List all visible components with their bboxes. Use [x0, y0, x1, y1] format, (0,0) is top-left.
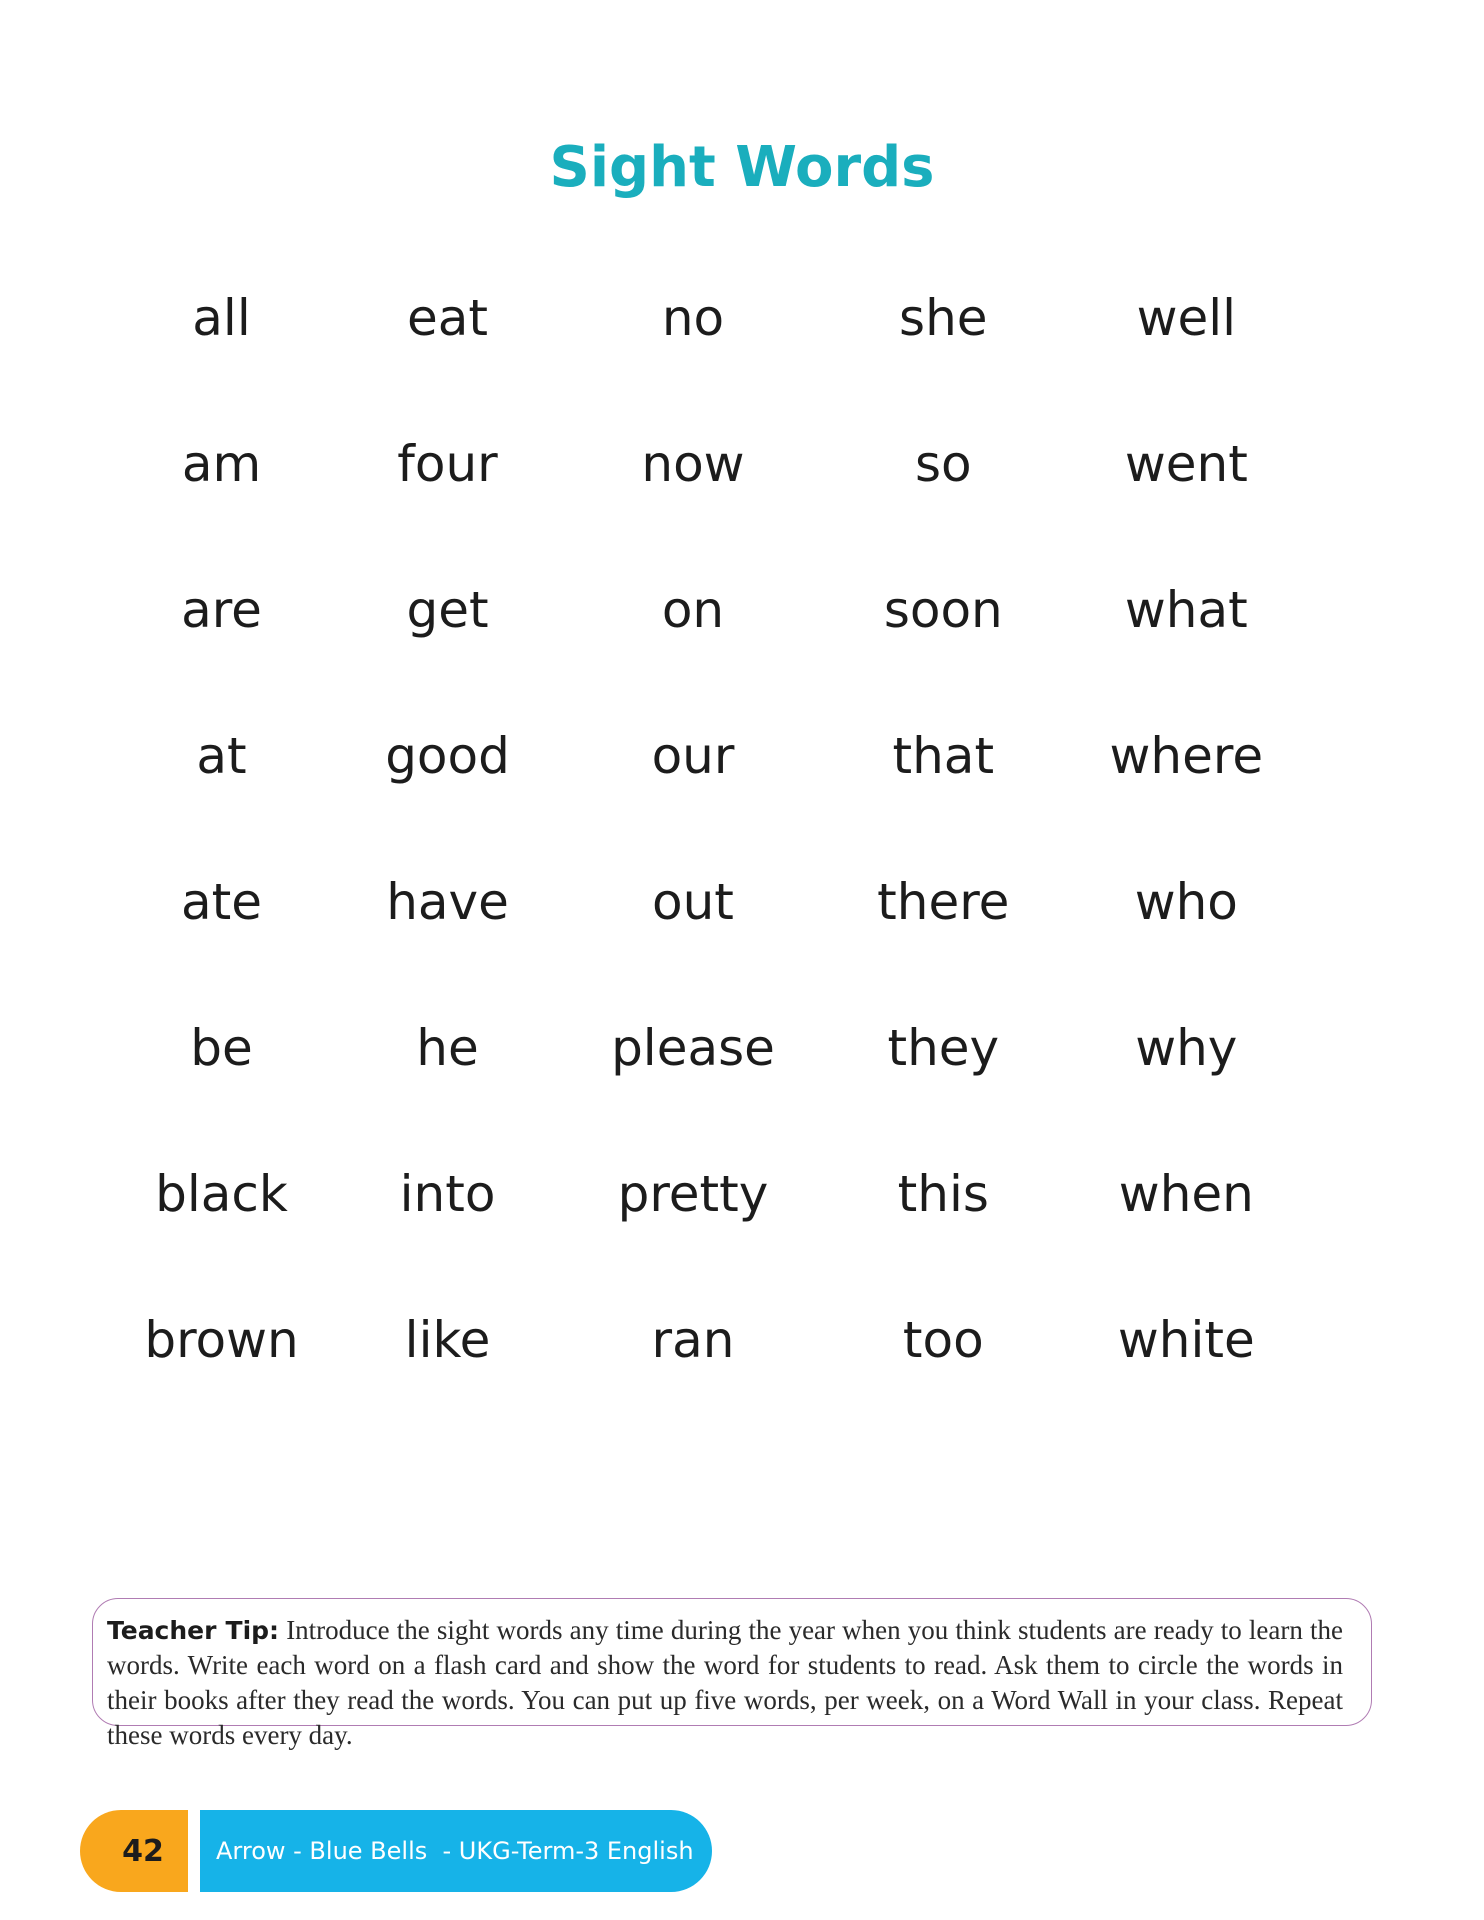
sight-word: am [181, 435, 262, 493]
sight-word: no [661, 289, 725, 347]
sight-word: all [192, 289, 251, 347]
sight-word: on [661, 581, 725, 639]
sight-word: now [641, 435, 745, 493]
sight-word: brown [144, 1311, 299, 1369]
sight-word: went [1124, 435, 1248, 493]
page-title: Sight Words [549, 135, 935, 200]
sight-word: too [902, 1311, 984, 1369]
sight-word: out [652, 873, 734, 931]
sight-word: are [181, 581, 262, 639]
book-title: Arrow - Blue Bells - UKG-Term-3 English [216, 1837, 694, 1865]
sight-word: our [651, 727, 735, 785]
sight-word: that [892, 727, 995, 785]
sight-word: what [1124, 581, 1248, 639]
sight-word: into [399, 1165, 496, 1223]
sight-word: she [899, 289, 988, 347]
word-row [100, 550, 1320, 696]
sight-word-grid [100, 258, 1320, 1426]
sight-word: get [406, 581, 489, 639]
sight-word: black [155, 1165, 288, 1223]
word-row [100, 696, 1320, 842]
sight-word: white [1117, 1311, 1255, 1369]
sight-word: like [404, 1311, 491, 1369]
sight-word: where [1109, 727, 1264, 785]
sight-word: good [385, 727, 510, 785]
sight-word: ate [181, 873, 263, 931]
sight-word: when [1118, 1165, 1254, 1223]
sight-word: four [397, 435, 498, 493]
sight-word: this [897, 1165, 989, 1223]
sight-word: pretty [617, 1165, 769, 1223]
teacher-tip-box [92, 1598, 1372, 1750]
sight-word: well [1136, 289, 1237, 347]
sight-word: please [611, 1019, 775, 1077]
sight-word: be [190, 1019, 253, 1077]
word-row [100, 988, 1320, 1134]
word-row [100, 258, 1320, 404]
word-row [100, 1134, 1320, 1280]
sight-word: have [386, 873, 509, 931]
sight-word: he [416, 1019, 479, 1077]
sight-word: there [877, 873, 1010, 931]
teacher-tip-label: Teacher Tip: [107, 1616, 280, 1645]
sight-word: they [887, 1019, 1000, 1077]
footer-bar [200, 1810, 712, 1892]
word-row [100, 1280, 1320, 1426]
word-row [100, 842, 1320, 988]
sight-word: why [1135, 1019, 1238, 1077]
page-number-badge [80, 1810, 188, 1892]
sight-word: ran [651, 1311, 735, 1369]
sight-word: soon [883, 581, 1003, 639]
sight-word: who [1134, 873, 1238, 931]
sight-word: at [196, 727, 247, 785]
teacher-tip-text: Introduce the sight words any time during the year when you think students are ready to learn the words. Write each word on a flash card and show the word for students to read. Ask them to circle the words in their books after they read the words. You can put up five words, per week, on a Word Wall in your class. Repeat these words every day. [107, 1615, 1343, 1750]
sight-word: so [914, 435, 972, 493]
word-row [100, 404, 1320, 550]
page-number: 42 [122, 1833, 164, 1869]
sight-word: eat [407, 289, 489, 347]
